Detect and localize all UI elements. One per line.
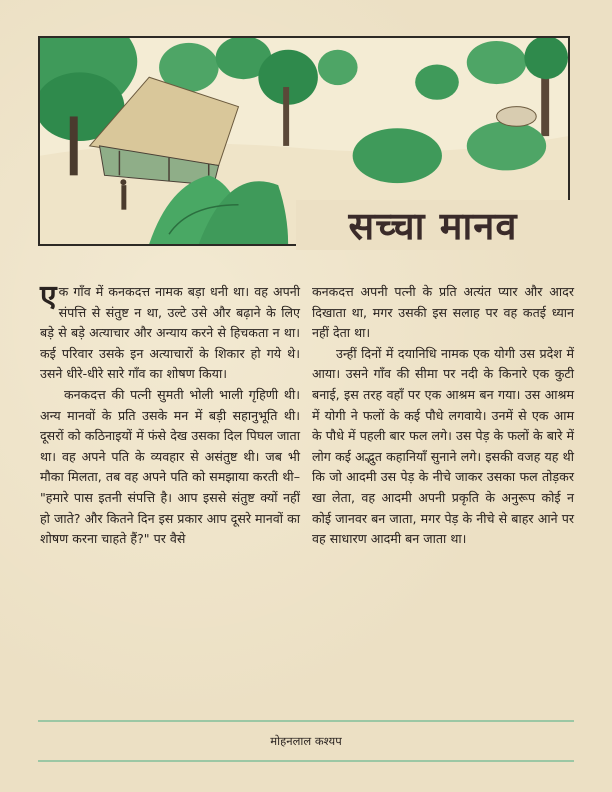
title-area bbox=[296, 200, 570, 250]
paragraph-4: उन्हीं दिनों में दयानिधि नामक एक योगी उस प्रदेश में आया। उसने गाँव की सीमा पर नदी के किनारे एक कुटी बनाई, इस तरह वहाँ पर एक आश्रम बन गया। उस आश्रम में योगी ने फलों के कई पौधे लगवाये। उनमें से एक आम के पौधे में पहली बार फल लगे। उस पेड़ के फलों के बारे में लोग कई अद्भुत कहानियाँ सुनाने लगे। इसकी वजह यह थी कि जो आदमी उस पेड़ के नीचे जाकर उसका फल तोड़कर खा लेता, वह आदमी अपनी प्रकृति के अनुरूप कोई न कोई जानवर बन जाता, मगर पेड़ के नीचे से बाहर आने पर वह साधारण आदमी बन जाता था। bbox=[312, 345, 574, 547]
paragraph-1 bbox=[40, 279, 300, 385]
drop-cap: ए bbox=[40, 279, 57, 314]
paragraph-2: कनकदत्त की पत्नी सुमती भोली भाली गृहिणी थी। अन्य मानवों के प्रति उसके मन में बड़ी सहानुभूति थी। दूसरों को कठिनाइयों में फंसे देख उसका दिल पिघल जाता था। वह अपने पति के व्यवहार से असंतुष्ट थी। जब भी मौका मिलता, तब वह अपने पति को समझाया करती थी– "हमारे पास इतनी संपत्ति है। आप इससे संतुष्ट क्यों नहीं हो जाते? और कितने दिन इस प्रकार आप दूसरे मानवों का शोषण करना चाहते हैं?" पर वैसे bbox=[40, 386, 300, 547]
divider-bottom bbox=[38, 760, 574, 762]
left-column bbox=[40, 279, 300, 550]
story-title: सच्चा मानव bbox=[348, 204, 518, 248]
author-name: मोहनलाल कश्यप bbox=[270, 734, 342, 748]
paragraph-3: कनकदत्त अपनी पत्नी के प्रति अत्यंत प्यार और आदर दिखाता था, मगर उसकी इस सलाह पर वह कतई ध्यान नहीं देता था। bbox=[312, 284, 574, 341]
paragraph-1-text: क गाँव में कनकदत्त नामक बड़ा धनी था। वह अपनी संपत्ति से संतुष्ट न था, उल्टे उसे और बढ़ाने के लिए बड़े से बड़े अत्याचार और अन्याय करने से हिचकता न था। कई परिवार उसके इन अत्याचारों के शिकार हो गये थे। उसने धीरे-धीरे सारे गाँव का शोषण किया। bbox=[40, 284, 300, 382]
divider-top bbox=[38, 720, 574, 722]
right-column bbox=[312, 282, 574, 550]
